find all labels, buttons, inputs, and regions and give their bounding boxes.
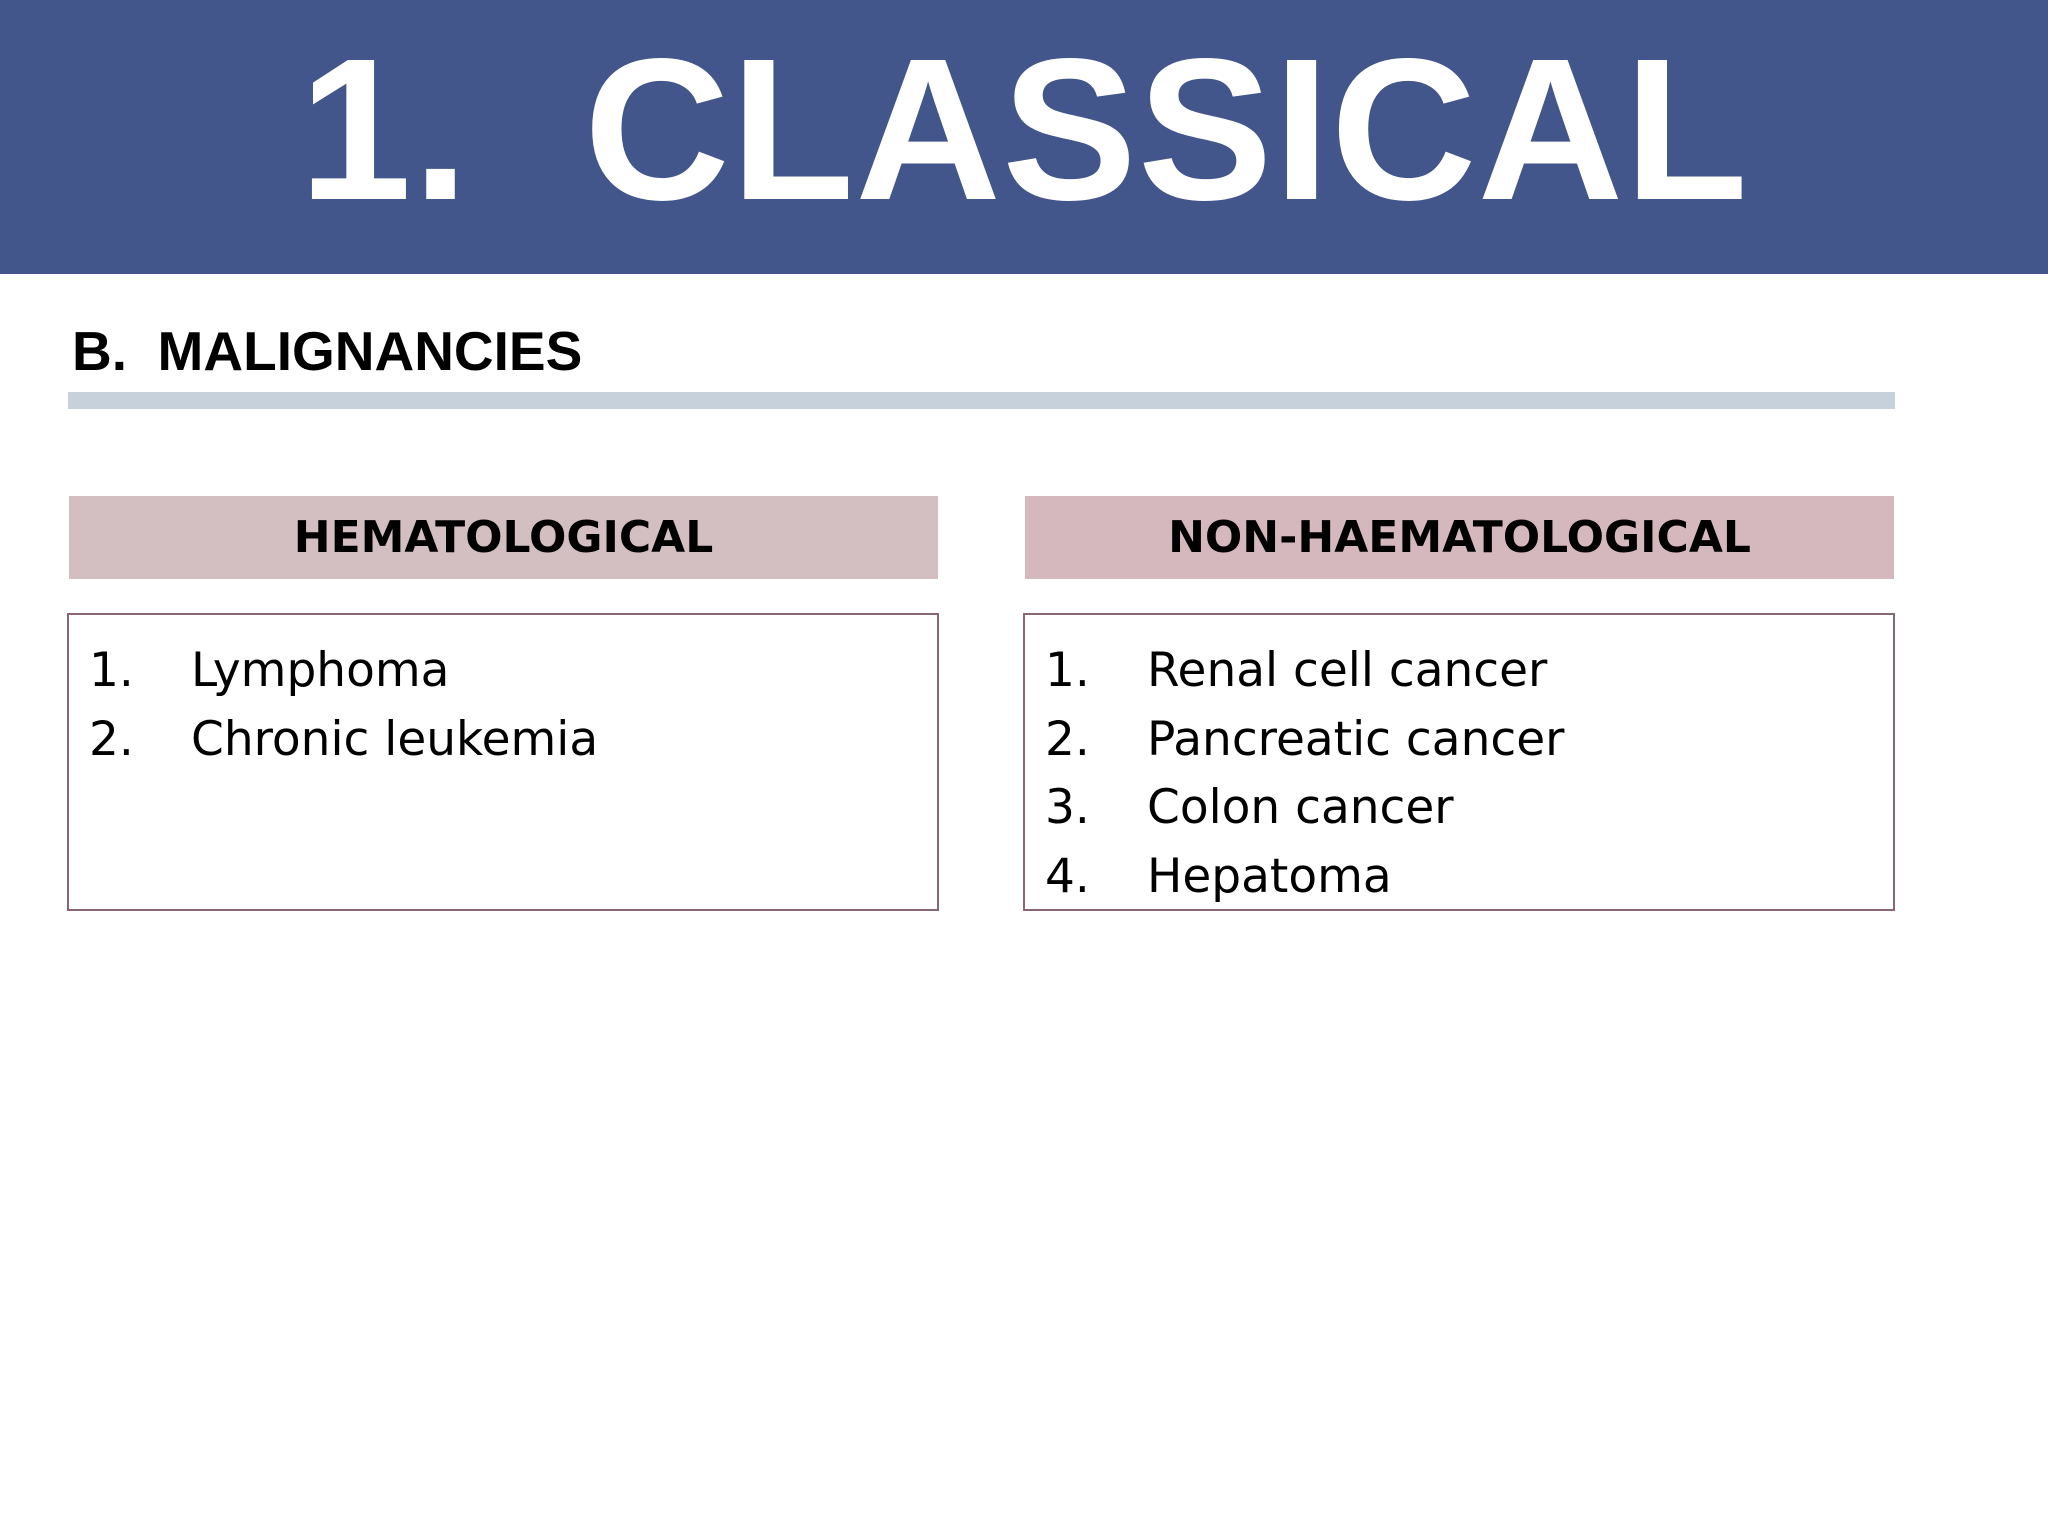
list-item-text: Pancreatic cancer bbox=[1147, 711, 1565, 767]
section-heading: B. MALIGNANCIES bbox=[72, 320, 583, 382]
list-item-number: 4. bbox=[1045, 848, 1090, 904]
list-item-text: Hepatoma bbox=[1147, 848, 1392, 904]
title-bar bbox=[0, 0, 2048, 274]
list-item-number: 2. bbox=[89, 711, 134, 767]
list-item bbox=[69, 637, 937, 706]
slide-title: 1. CLASSICAL bbox=[299, 16, 1749, 242]
list-item-text: Colon cancer bbox=[1147, 780, 1454, 835]
list-item-text: Lymphoma bbox=[191, 643, 450, 698]
list-item-text: Chronic leukemia bbox=[191, 711, 599, 767]
list-item-number: 3. bbox=[1045, 780, 1090, 835]
list-item-text: Renal cell cancer bbox=[1147, 643, 1548, 698]
non-haematological-header: NON-HAEMATOLOGICAL bbox=[1025, 496, 1894, 579]
hematological-list bbox=[67, 613, 939, 911]
list-item-number: 2. bbox=[1045, 711, 1090, 767]
non-haematological-list bbox=[1023, 613, 1895, 911]
list-item bbox=[1025, 843, 1893, 912]
section-divider bbox=[68, 392, 1895, 409]
list-item bbox=[69, 706, 937, 775]
list-item bbox=[1025, 706, 1893, 775]
list-item bbox=[1025, 637, 1893, 706]
list-item-number: 1. bbox=[89, 643, 134, 698]
hematological-header: HEMATOLOGICAL bbox=[69, 496, 938, 579]
list-item bbox=[1025, 774, 1893, 843]
list-item-number: 1. bbox=[1045, 643, 1090, 698]
